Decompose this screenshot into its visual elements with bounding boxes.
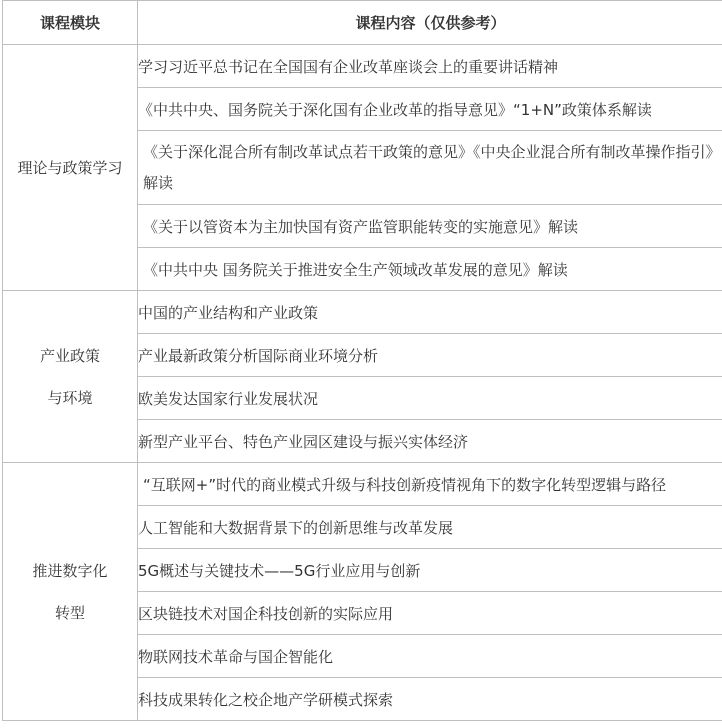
table-header-row	[3, 1, 722, 45]
module-cell-digital	[3, 463, 138, 721]
course-item: 中国的产业结构和产业政策	[138, 291, 722, 334]
module-cell-theory	[3, 45, 138, 291]
module-cell-industry	[3, 291, 138, 463]
module-label: 理论与政策学习	[17, 158, 123, 177]
course-item: 5G概述与关键技术——5G行业应用与创新	[138, 549, 722, 592]
module-label: 转型	[54, 603, 85, 622]
course-item: 学习习近平总书记在全国国有企业改革座谈会上的重要讲话精神	[138, 45, 722, 88]
table-row	[3, 463, 722, 506]
table-row	[3, 291, 722, 334]
course-item: 新型产业平台、特色产业园区建设与振兴实体经济	[138, 420, 722, 463]
course-item: 人工智能和大数据背景下的创新思维与改革发展	[138, 506, 722, 549]
module-label: 产业政策	[39, 346, 100, 365]
module-label: 与环境	[47, 388, 93, 407]
course-item: 《中共中央 国务院关于推进安全生产领域改革发展的意见》解读	[138, 248, 722, 291]
course-item: 《关于以管资本为主加快国有资产监管职能转变的实施意见》解读	[138, 205, 722, 248]
module-label: 推进数字化	[32, 561, 108, 580]
course-item: 科技成果转化之校企地产学研模式探索	[138, 678, 722, 721]
table-row	[3, 45, 722, 88]
course-item: 区块链技术对国企科技创新的实际应用	[138, 592, 722, 635]
course-item: 物联网技术革命与国企智能化	[138, 635, 722, 678]
course-item: 《中共中央、国务院关于深化国有企业改革的指导意见》“1+N”政策体系解读	[138, 88, 722, 131]
course-item: 《关于深化混合所有制改革试点若干政策的意见》《中央企业混合所有制改革操作指引》解读	[138, 131, 722, 205]
course-item: “互联网+”时代的商业模式升级与科技创新疫情视角下的数字化转型逻辑与路径	[138, 463, 722, 506]
header-module: 课程模块	[3, 1, 138, 45]
header-content: 课程内容（仅供参考）	[138, 1, 722, 45]
course-item: 欧美发达国家行业发展状况	[138, 377, 722, 420]
course-table	[2, 0, 722, 721]
course-item: 产业最新政策分析国际商业环境分析	[138, 334, 722, 377]
